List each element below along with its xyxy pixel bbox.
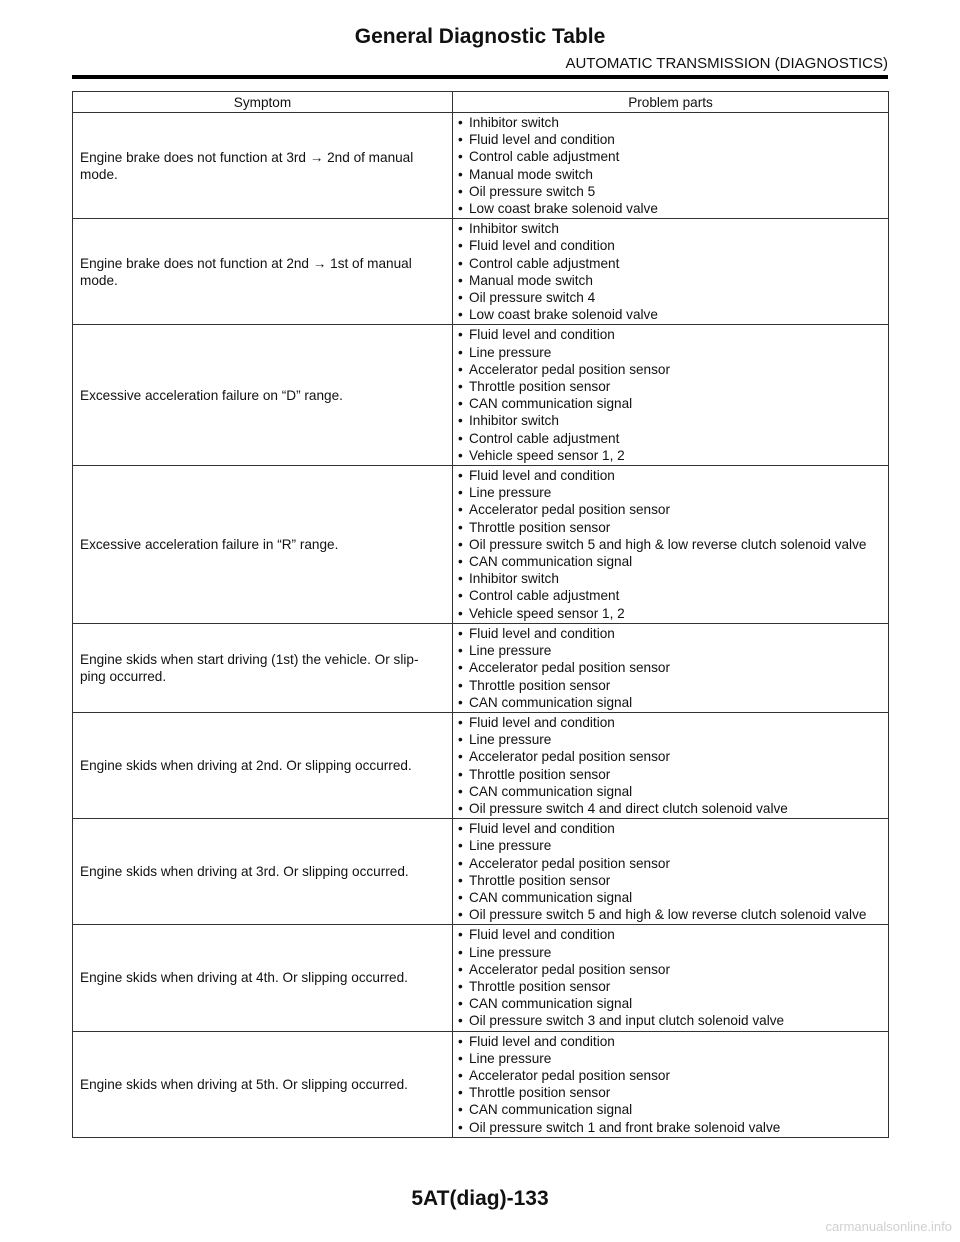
problem-part-text: Line pressure	[469, 643, 552, 659]
list-item	[458, 1067, 884, 1084]
table-header-row	[73, 92, 889, 113]
list-item	[458, 731, 884, 748]
problem-part-text: Oil pressure switch 3 and input clutch solenoid valve	[469, 1013, 785, 1029]
table-body	[73, 113, 889, 1138]
problem-parts-cell	[453, 623, 889, 712]
problem-part-text: Vehicle speed sensor 1, 2	[469, 447, 625, 463]
bullet-icon: •	[458, 732, 463, 748]
problem-part-text: Oil pressure switch 4 and direct clutch solenoid valve	[469, 800, 788, 816]
column-header-problem-parts: Problem parts	[453, 92, 889, 113]
problem-part-text: Accelerator pedal position sensor	[469, 502, 670, 518]
problem-part-text: Oil pressure switch 5 and high & low reverse clutch solenoid valve	[469, 907, 867, 923]
problem-part-text: CAN communication signal	[469, 783, 633, 799]
bullet-icon: •	[458, 855, 463, 871]
problem-parts-list	[458, 713, 884, 818]
problem-part-text: CAN communication signal	[469, 396, 633, 412]
bullet-icon: •	[458, 396, 463, 412]
problem-part-text: Throttle position sensor	[469, 1085, 611, 1101]
list-item	[458, 605, 884, 622]
bullet-icon: •	[458, 468, 463, 484]
bullet-icon: •	[458, 783, 463, 799]
bullet-icon: •	[458, 1050, 463, 1066]
problem-parts-cell	[453, 925, 889, 1031]
bullet-icon: •	[458, 660, 463, 676]
problem-part-text: Throttle position sensor	[469, 519, 611, 535]
bullet-icon: •	[458, 413, 463, 429]
problem-part-text: Control cable adjustment	[469, 149, 620, 165]
problem-part-text: Low coast brake solenoid valve	[469, 307, 658, 323]
bullet-icon: •	[458, 766, 463, 782]
list-item	[458, 1119, 884, 1136]
symptom-cell: Engine skids when driving at 3rd. Or slipping occurred.	[73, 819, 453, 925]
bullet-icon: •	[458, 166, 463, 182]
problem-part-text: Low coast brake solenoid valve	[469, 201, 658, 217]
bullet-icon: •	[458, 1119, 463, 1135]
list-item	[458, 220, 884, 237]
bullet-icon: •	[458, 485, 463, 501]
symptom-cell: Engine skids when driving at 4th. Or slipping occurred.	[73, 925, 453, 1031]
page-title: General Diagnostic Table	[354, 25, 606, 48]
list-item	[458, 272, 884, 289]
problem-parts-cell	[453, 219, 889, 325]
problem-part-text: Line pressure	[469, 485, 552, 501]
bullet-icon: •	[458, 838, 463, 854]
problem-part-text: CAN communication signal	[469, 889, 633, 905]
problem-part-text: CAN communication signal	[469, 996, 633, 1012]
problem-parts-cell	[453, 819, 889, 925]
bullet-icon: •	[458, 344, 463, 360]
bullet-icon: •	[458, 536, 463, 552]
list-item	[458, 361, 884, 378]
problem-part-text: Accelerator pedal position sensor	[469, 749, 670, 765]
bullet-icon: •	[458, 571, 463, 587]
bullet-icon: •	[458, 996, 463, 1012]
problem-part-text: Oil pressure switch 5	[469, 183, 596, 199]
problem-part-text: Throttle position sensor	[469, 872, 611, 888]
list-item	[458, 1033, 884, 1050]
list-item	[458, 783, 884, 800]
bullet-icon: •	[458, 821, 463, 837]
problem-parts-cell	[453, 113, 889, 219]
list-item	[458, 872, 884, 889]
bullet-icon: •	[458, 132, 463, 148]
problem-part-text: Fluid level and condition	[469, 927, 615, 943]
bullet-icon: •	[458, 927, 463, 943]
problem-part-text: Accelerator pedal position sensor	[469, 961, 670, 977]
bullet-icon: •	[458, 800, 463, 816]
section-subtitle: AUTOMATIC TRANSMISSION (DIAGNOSTICS)	[565, 55, 888, 72]
problem-part-text: Accelerator pedal position sensor	[469, 1067, 670, 1083]
list-item	[458, 255, 884, 272]
list-item	[458, 1050, 884, 1067]
bullet-icon: •	[458, 430, 463, 446]
problem-part-text: Throttle position sensor	[469, 978, 611, 994]
list-item	[458, 166, 884, 183]
list-item	[458, 378, 884, 395]
problem-part-text: Inhibitor switch	[469, 413, 559, 429]
problem-parts-list	[458, 1032, 884, 1137]
problem-part-text: Fluid level and condition	[469, 625, 615, 641]
list-item	[458, 1084, 884, 1101]
bullet-icon: •	[458, 307, 463, 323]
list-item	[458, 625, 884, 642]
problem-parts-list	[458, 113, 884, 218]
problem-part-text: Fluid level and condition	[469, 821, 615, 837]
problem-part-text: Line pressure	[469, 944, 552, 960]
bullet-icon: •	[458, 554, 463, 570]
table-row	[73, 1031, 889, 1137]
problem-parts-cell	[453, 325, 889, 466]
bullet-icon: •	[458, 1102, 463, 1118]
list-item	[458, 200, 884, 217]
list-item	[458, 519, 884, 536]
problem-part-text: Fluid level and condition	[469, 468, 615, 484]
bullet-icon: •	[458, 978, 463, 994]
bullet-icon: •	[458, 149, 463, 165]
problem-part-text: Throttle position sensor	[469, 766, 611, 782]
list-item	[458, 344, 884, 361]
problem-part-text: Accelerator pedal position sensor	[469, 361, 670, 377]
list-item	[458, 748, 884, 765]
table-row	[73, 466, 889, 624]
bullet-icon: •	[458, 749, 463, 765]
table-row	[73, 712, 889, 818]
list-item	[458, 800, 884, 817]
list-item	[458, 944, 884, 961]
bullet-icon: •	[458, 115, 463, 130]
list-item	[458, 553, 884, 570]
problem-parts-cell	[453, 712, 889, 818]
problem-part-text: Manual mode switch	[469, 166, 593, 182]
list-item	[458, 430, 884, 447]
page-number: 5AT(diag)-133	[411, 1187, 549, 1210]
list-item	[458, 148, 884, 165]
list-item	[458, 961, 884, 978]
symptom-cell: Excessive acceleration failure on “D” range.	[73, 325, 453, 466]
table-row	[73, 325, 889, 466]
bullet-icon: •	[458, 221, 463, 237]
list-item	[458, 659, 884, 676]
problem-parts-list	[458, 466, 884, 623]
problem-part-text: Control cable adjustment	[469, 588, 620, 604]
problem-part-text: Control cable adjustment	[469, 255, 620, 271]
list-item	[458, 714, 884, 731]
bullet-icon: •	[458, 290, 463, 306]
problem-parts-cell	[453, 1031, 889, 1137]
problem-part-text: Line pressure	[469, 838, 552, 854]
table-row	[73, 925, 889, 1031]
bullet-icon: •	[458, 1067, 463, 1083]
problem-part-text: Throttle position sensor	[469, 379, 611, 395]
list-item	[458, 467, 884, 484]
list-item	[458, 587, 884, 604]
bullet-icon: •	[458, 872, 463, 888]
problem-part-text: CAN communication signal	[469, 1102, 633, 1118]
problem-part-text: Line pressure	[469, 1050, 552, 1066]
problem-parts-cell	[453, 466, 889, 624]
bullet-icon: •	[458, 714, 463, 730]
problem-part-text: Fluid level and condition	[469, 1033, 615, 1049]
bullet-icon: •	[458, 605, 463, 621]
bullet-icon: •	[458, 643, 463, 659]
diagnostic-table	[72, 91, 889, 1138]
watermark: carmanualsonline.info	[825, 1219, 952, 1234]
symptom-cell: Engine skids when start driving (1st) the vehicle. Or slip-ping occurred.	[73, 623, 453, 712]
problem-part-text: Inhibitor switch	[469, 115, 559, 130]
list-item	[458, 289, 884, 306]
symptom-cell: Engine brake does not function at 2nd → 1st of manual mode.	[73, 219, 453, 325]
list-item	[458, 306, 884, 323]
symptom-cell: Engine skids when driving at 5th. Or slipping occurred.	[73, 1031, 453, 1137]
bullet-icon: •	[458, 1033, 463, 1049]
list-item	[458, 677, 884, 694]
bullet-icon: •	[458, 907, 463, 923]
header-rule	[72, 75, 888, 79]
problem-parts-list	[458, 819, 884, 924]
bullet-icon: •	[458, 694, 463, 710]
bullet-icon: •	[458, 677, 463, 693]
table-row	[73, 623, 889, 712]
bullet-icon: •	[458, 327, 463, 343]
list-item	[458, 395, 884, 412]
problem-part-text: Inhibitor switch	[469, 221, 559, 237]
problem-part-text: Oil pressure switch 4	[469, 290, 596, 306]
list-item	[458, 820, 884, 837]
bullet-icon: •	[458, 361, 463, 377]
problem-parts-list	[458, 325, 884, 465]
bullet-icon: •	[458, 588, 463, 604]
list-item	[458, 326, 884, 343]
list-item	[458, 447, 884, 464]
problem-parts-list	[458, 219, 884, 324]
problem-part-text: Manual mode switch	[469, 272, 593, 288]
table-row	[73, 219, 889, 325]
problem-part-text: Throttle position sensor	[469, 677, 611, 693]
list-item	[458, 536, 884, 553]
symptom-cell: Engine skids when driving at 2nd. Or slipping occurred.	[73, 712, 453, 818]
problem-part-text: Line pressure	[469, 344, 552, 360]
table-row	[73, 819, 889, 925]
list-item	[458, 412, 884, 429]
list-item	[458, 906, 884, 923]
bullet-icon: •	[458, 889, 463, 905]
bullet-icon: •	[458, 238, 463, 254]
list-item	[458, 114, 884, 131]
bullet-icon: •	[458, 519, 463, 535]
problem-part-text: Fluid level and condition	[469, 327, 615, 343]
list-item	[458, 837, 884, 854]
symptom-cell: Excessive acceleration failure in “R” range.	[73, 466, 453, 624]
list-item	[458, 183, 884, 200]
bullet-icon: •	[458, 183, 463, 199]
problem-part-text: Vehicle speed sensor 1, 2	[469, 605, 625, 621]
bullet-icon: •	[458, 272, 463, 288]
problem-part-text: CAN communication signal	[469, 694, 633, 710]
bullet-icon: •	[458, 201, 463, 217]
problem-part-text: Fluid level and condition	[469, 132, 615, 148]
list-item	[458, 855, 884, 872]
bullet-icon: •	[458, 502, 463, 518]
list-item	[458, 131, 884, 148]
list-item	[458, 889, 884, 906]
column-header-symptom: Symptom	[73, 92, 453, 113]
bullet-icon: •	[458, 625, 463, 641]
list-item	[458, 1101, 884, 1118]
table-row	[73, 113, 889, 219]
list-item	[458, 501, 884, 518]
list-item	[458, 978, 884, 995]
bullet-icon: •	[458, 961, 463, 977]
problem-part-text: Control cable adjustment	[469, 430, 620, 446]
bullet-icon: •	[458, 1085, 463, 1101]
problem-part-text: CAN communication signal	[469, 554, 633, 570]
problem-parts-list	[458, 624, 884, 712]
list-item	[458, 694, 884, 711]
problem-part-text: Oil pressure switch 5 and high & low reverse clutch solenoid valve	[469, 536, 867, 552]
list-item	[458, 484, 884, 501]
problem-part-text: Oil pressure switch 1 and front brake solenoid valve	[469, 1119, 781, 1135]
list-item	[458, 642, 884, 659]
list-item	[458, 995, 884, 1012]
bullet-icon: •	[458, 944, 463, 960]
list-item	[458, 926, 884, 943]
problem-parts-list	[458, 925, 884, 1030]
list-item	[458, 766, 884, 783]
problem-part-text: Accelerator pedal position sensor	[469, 660, 670, 676]
bullet-icon: •	[458, 1013, 463, 1029]
problem-part-text: Inhibitor switch	[469, 571, 559, 587]
bullet-icon: •	[458, 379, 463, 395]
bullet-icon: •	[458, 447, 463, 463]
bullet-icon: •	[458, 255, 463, 271]
problem-part-text: Fluid level and condition	[469, 238, 615, 254]
problem-part-text: Line pressure	[469, 732, 552, 748]
symptom-cell: Engine brake does not function at 3rd → 2nd of manual mode.	[73, 113, 453, 219]
list-item	[458, 570, 884, 587]
problem-part-text: Fluid level and condition	[469, 714, 615, 730]
list-item	[458, 1012, 884, 1029]
problem-part-text: Accelerator pedal position sensor	[469, 855, 670, 871]
list-item	[458, 237, 884, 254]
